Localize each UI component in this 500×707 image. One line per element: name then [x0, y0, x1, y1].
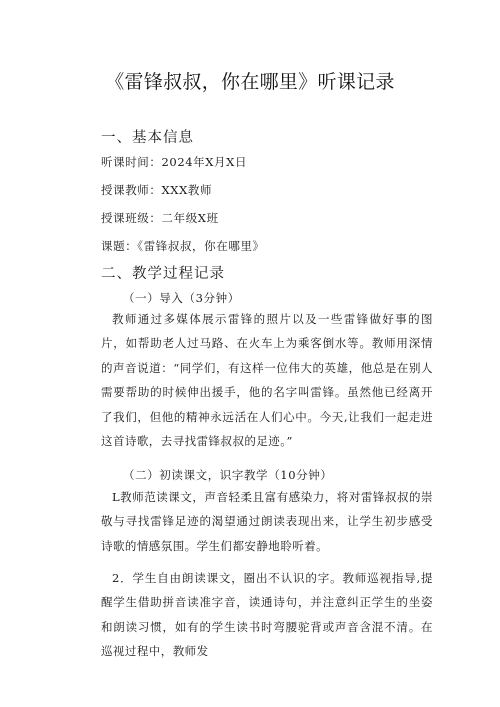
- info-teacher: 授课教师：XXX教师: [101, 183, 213, 197]
- section-heading-teaching-process: 二、教学过程记录: [101, 266, 225, 282]
- section-heading-basic-info: 一、基本信息: [101, 130, 194, 146]
- paragraph-item-1: L教师范读课文，声音轻柔且富有感染力，将对雷锋叔叔的崇敬与寻找雷锋足迹的渴望通过朗读表现出来，让学生初步感受诗歌的情感氛围。学生们都安静地聆听着。: [101, 490, 433, 553]
- document-title: 《雷锋叔叔，你在哪里》听课记录: [105, 71, 395, 93]
- info-class: 授课班级：二年级X班: [101, 211, 219, 225]
- info-topic: 课题：《雷锋叔叔，你在哪里》: [101, 239, 265, 253]
- info-time: 听课时间：2024年X月X日: [101, 155, 248, 169]
- paragraph-item-2: 2．学生自由朗读课文，圈出不认识的字。教师巡视指导,提醒学生借助拼音读准字音，读通诗句，并注意纠正学生的坐姿和朗读习惯，如有的学生读书时弯腰驼背或声音含混不清。在巡视过程中，教师发: [101, 571, 433, 659]
- subsection-heading-intro: （一）导入（3分钟）: [123, 291, 240, 305]
- paragraph-intro: 教师通过多媒体展示雷锋的照片以及一些雷锋做好事的图片，如帮助老人过马路、在火车上为乘客倒水等。教师用深情的声音说道：“同学们，有这样一位伟大的英雄，他总是在别人需要帮助的时候伸出援手，他的名字叫雷锋。虽然他已经离开了我们，但他的精神永远活在人们心中。今天,让我们一起走进这首诗歌，去寻找雷锋叔叔的足迹。”: [101, 312, 433, 449]
- subsection-heading-first-reading: （二）初读课文，识字教学（10分钟）: [123, 468, 333, 482]
